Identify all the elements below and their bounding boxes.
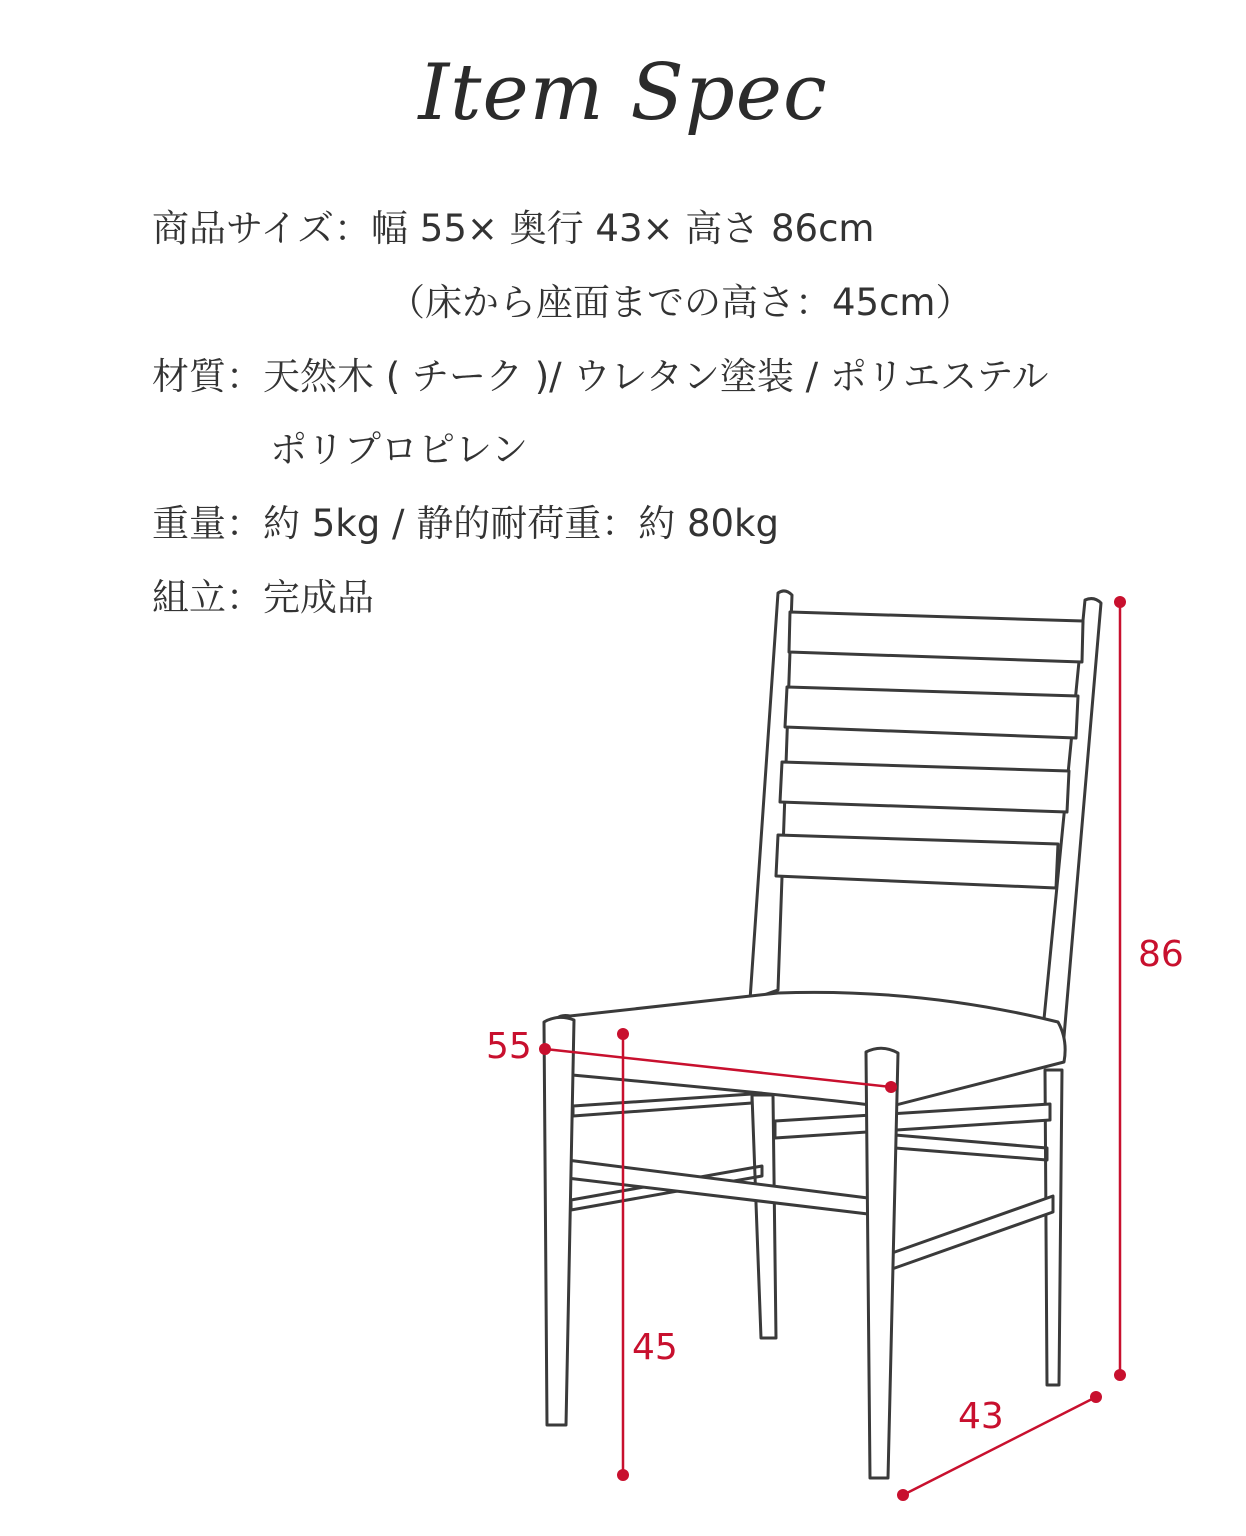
back-right-post	[1040, 599, 1101, 1060]
spec-size: 商品サイズ：幅 55× 奥行 43× 高さ 86cm	[152, 207, 875, 250]
side-stretcher-mid	[895, 1135, 1047, 1160]
height-dimension-top	[1114, 596, 1126, 608]
front-left-leg	[544, 1017, 574, 1425]
back-left-leg	[752, 1095, 776, 1338]
spec-material-continued: ポリプロピレン	[270, 428, 529, 471]
back-slat-1	[789, 612, 1083, 662]
back-slat-3	[780, 762, 1069, 812]
depth-label: 43	[958, 1396, 1004, 1437]
depth-dimension-start	[897, 1489, 909, 1501]
seat-height-dimension-bottom	[617, 1469, 629, 1481]
width-dimension-start	[539, 1043, 551, 1055]
depth-dimension-end	[1090, 1391, 1102, 1403]
front-stretcher	[567, 1160, 868, 1214]
height-dimension-bottom	[1114, 1369, 1126, 1381]
side-stretcher-lower	[892, 1196, 1053, 1269]
front-right-leg	[866, 1048, 898, 1478]
seat-height-dimension-top	[617, 1028, 629, 1040]
spec-weight: 重量：約 5kg / 静的耐荷重：約 80kg	[152, 502, 779, 545]
spec-assembly: 組立：完成品	[152, 576, 374, 619]
back-slat-2	[785, 687, 1078, 738]
side-stretcher-upper	[775, 1104, 1050, 1138]
spec-seat-height: （床から座面までの高さ：45cm）	[388, 281, 973, 324]
rear-stretcher	[573, 1094, 752, 1116]
back-slat-4	[776, 835, 1058, 888]
seat	[555, 992, 1065, 1107]
width-dimension-end	[885, 1081, 897, 1093]
spec-material: 材質：天然木 ( チーク )/ ウレタン塗装 / ポリエステル	[152, 355, 1049, 398]
height-label: 86	[1138, 934, 1184, 975]
seat-height-label: 45	[632, 1327, 678, 1368]
width-label: 55	[486, 1026, 532, 1067]
page-title: Item Spec	[418, 48, 828, 138]
